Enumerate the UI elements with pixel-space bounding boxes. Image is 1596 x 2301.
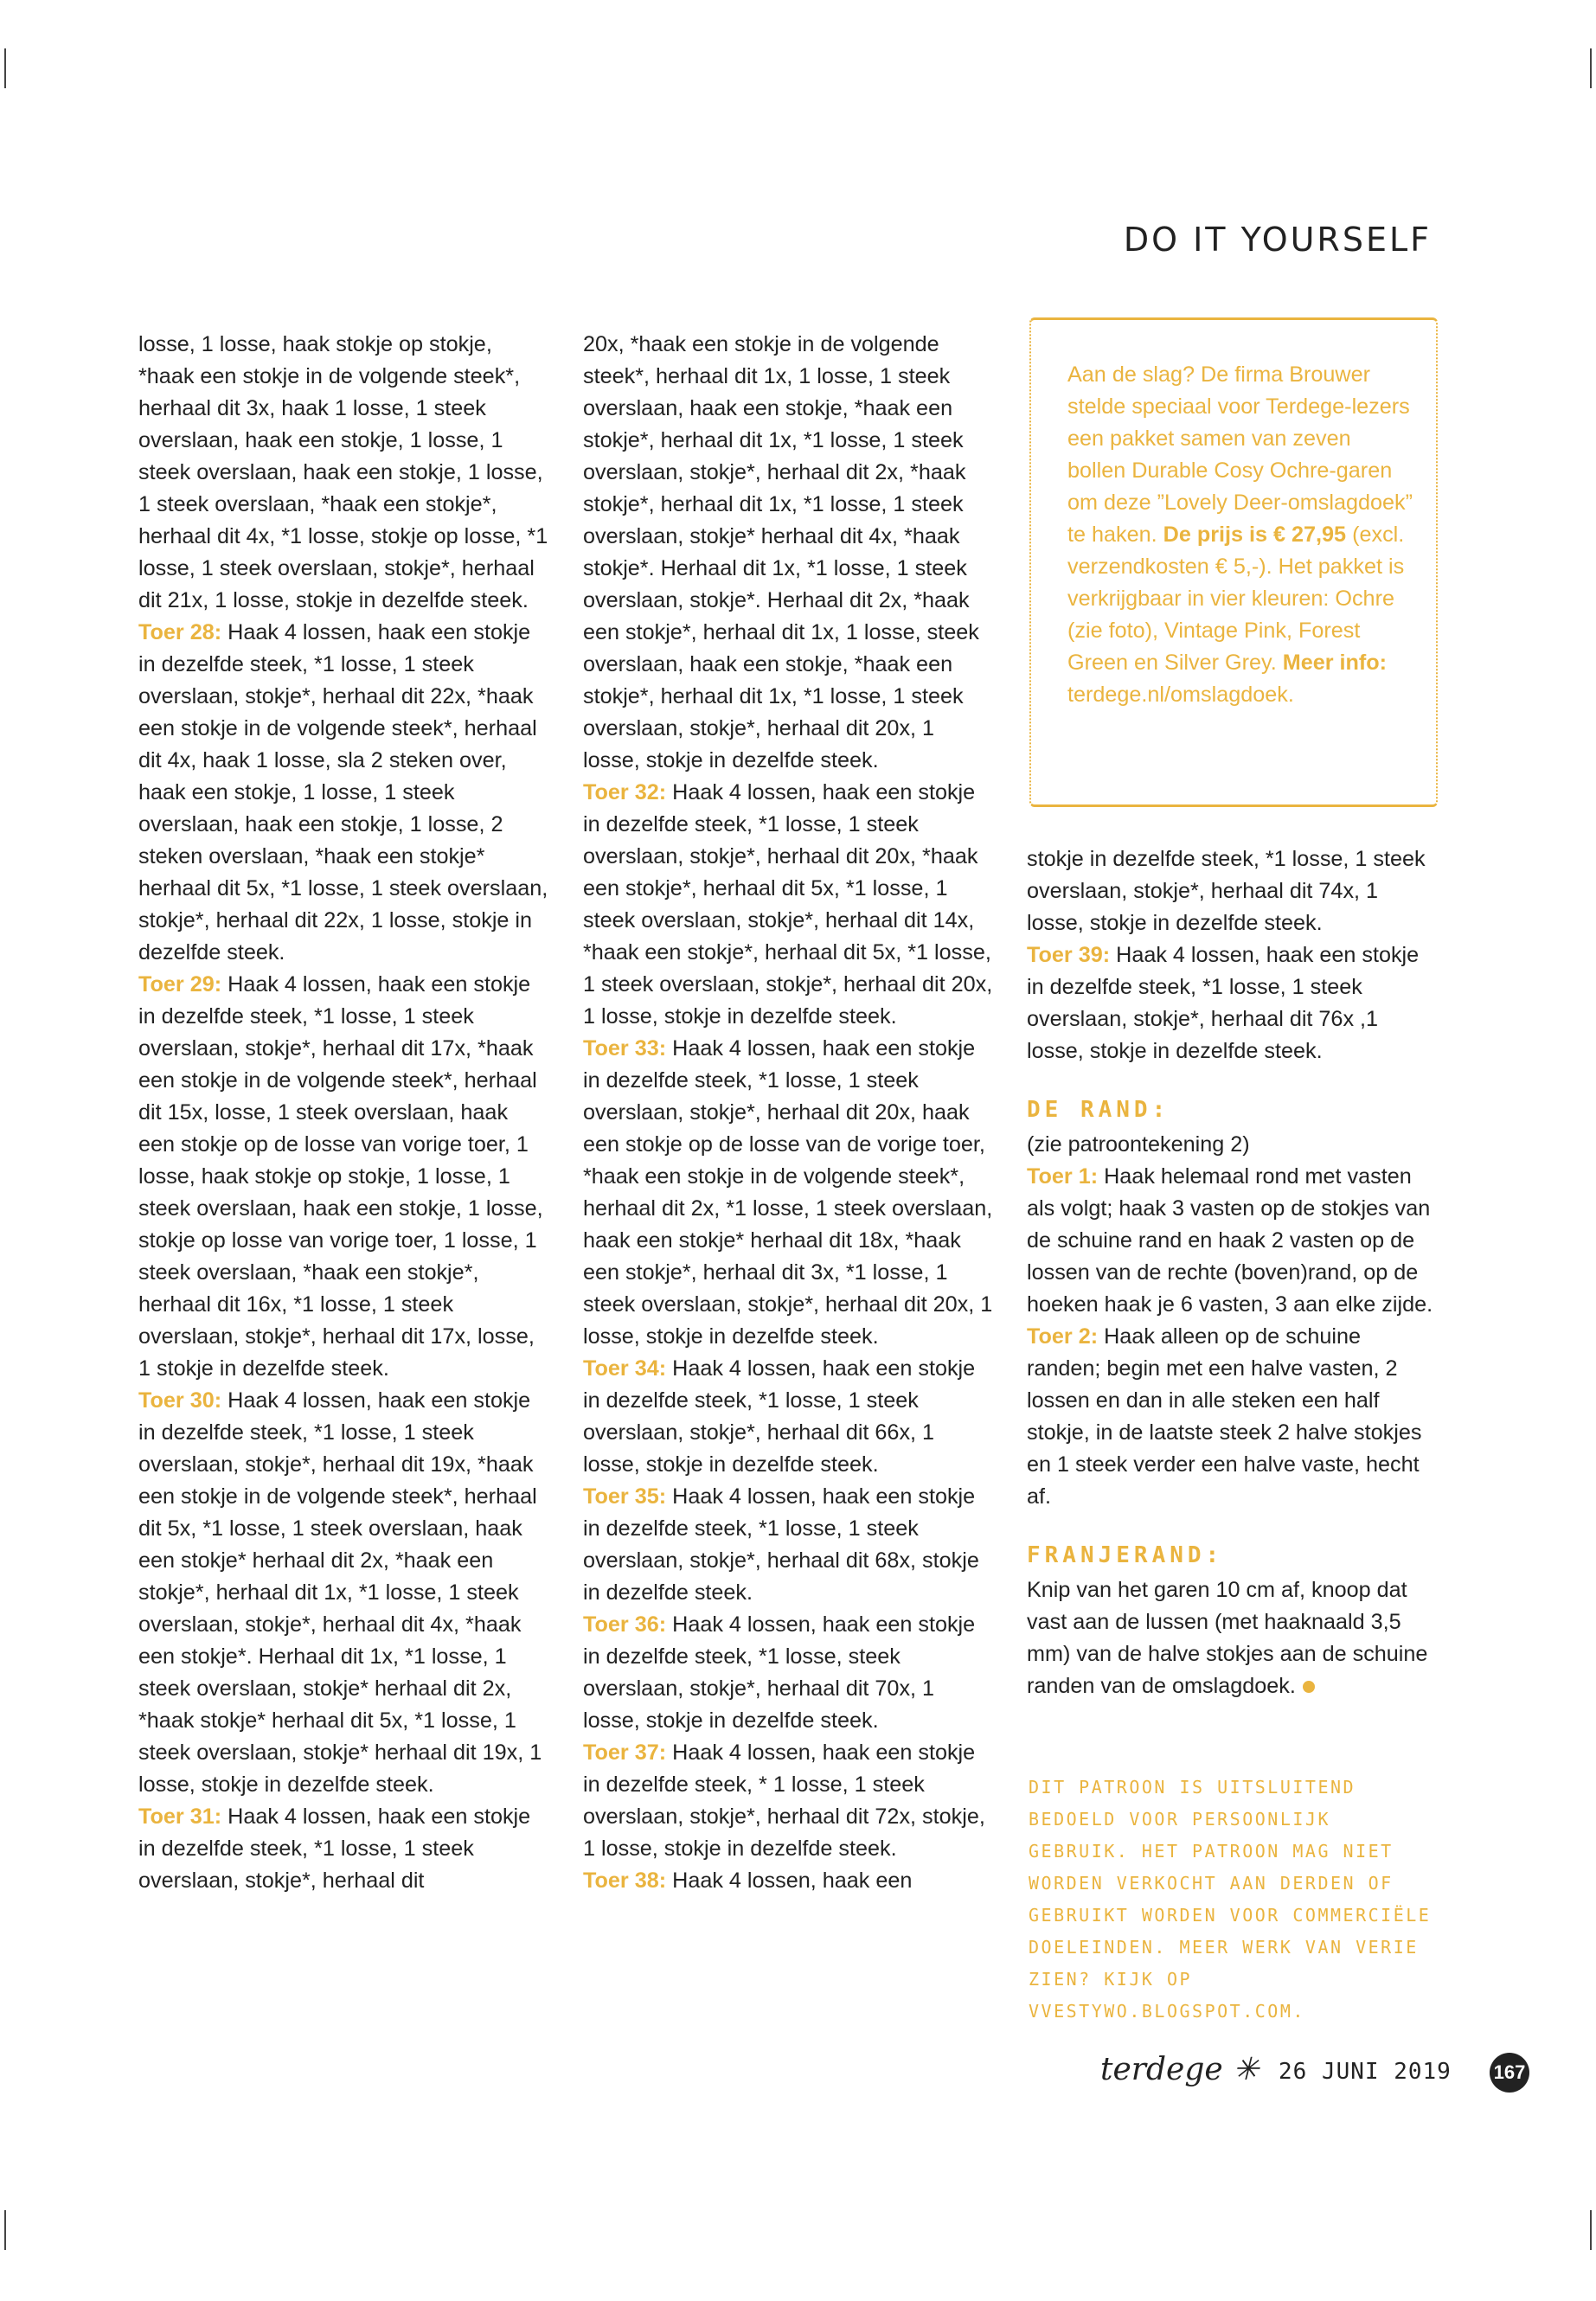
toer-32-text: Haak 4 lossen, haak een stokje in dezelfde steek, *1 losse, 1 steek overslaan, stokje*, herhaal dit 20x, *haak een stokje*, herhaal dit 5x, *1 losse, 1 steek overslaan, stokje*, herhaal dit 14x, *haak een stokje*, herhaal dit 5x, *1 losse, 1 steek overslaan, stokje*, herhaal dit 20x, 1 losse, stokje in dezelfde steek. (583, 780, 993, 1029)
toer-29-text: Haak 4 lossen, haak een stokje in dezelfde steek, *1 losse, 1 steek overslaan, stokje*, herhaal dit 17x, *haak een stokje in de volgende steek*, herhaal dit 15x, losse, 1 steek overslaan, haak een stokje op de losse van vorige toer, 1 losse, haak stokje op stokje, 1 losse, 1 steek overslaan, haak een stokje, 1 losse, stokje op losse van vorige toer, 1 losse, 1 steek overslaan, *haak een stokje*, herhaal dit 16x, *1 losse, 1 steek overslaan, stokje*, herhaal dit 17x, losse, 1 stokje in dezelfde steek. (138, 972, 543, 1381)
toer-30-label: Toer 30: (138, 1388, 222, 1413)
toer-37-text: Haak 4 lossen, haak een stokje in dezelfde steek, * 1 losse, 1 steek overslaan, stokje*, herhaal dit 72x, stokje, 1 losse, stokje in dezelfde steek. (583, 1740, 985, 1861)
toer-31-text: Haak 4 lossen, haak een stokje in dezelfde steek, *1 losse, 1 steek overslaan, stokje*, herhaal dit (138, 1804, 531, 1893)
toer-32-label: Toer 32: (583, 780, 667, 804)
toer-38-text: Haak 4 lossen, haak een (666, 1868, 913, 1893)
franjerand-text: Knip van het garen 10 cm af, knoop dat vast aan de lussen (met haaknaald 3,5 mm) van de halve stokjes aan de schuine randen van de omslagdoek. (1027, 1578, 1428, 1698)
paragraph-toer-38 (583, 1865, 994, 1897)
column-3 (1027, 843, 1438, 1702)
heading-franjerand: FRANJERAND: (1027, 1542, 1224, 1568)
toer-31-label: Toer 31: (138, 1804, 222, 1829)
toer-30-text: Haak 4 lossen, haak een stokje in dezelfde steek, *1 losse, 1 steek overslaan, stokje*, herhaal dit 19x, *haak een stokje in de volgende steek*, herhaal dit 5x, *1 losse, 1 steek overslaan, haak een stokje* herhaal dit 2x, *haak een stokje*, herhaal dit 1x, *1 losse, 1 steek overslaan, stokje*, herhaal dit 4x, *haak een stokje*. Herhaal dit 1x, *1 losse, 1 steek overslaan, stokje* herhaal dit 2x, *haak stokje* herhaal dit 5x, *1 losse, 1 steek overslaan, stokje* herhaal dit 19x, 1 losse, stokje in dezelfde steek. (138, 1388, 542, 1797)
paragraph-toer-34 (583, 1353, 994, 1481)
toer-28-text: Haak 4 lossen, haak een stokje in dezelfde steek, *1 losse, 1 steek overslaan, stokje*, herhaal dit 22x, *haak een stokje in de volgende steek*, herhaal dit 4x, haak 1 losse, sla 2 steken over, haak een stokje, 1 losse, 1 steek overslaan, haak een stokje, 1 losse, 2 steken overslaan, *haak een stokje* herhaal dit 5x, *1 losse, 1 steek overslaan, stokje*, herhaal dit 22x, 1 losse, stokje in dezelfde steek. (138, 620, 548, 965)
toer-35-label: Toer 35: (583, 1484, 667, 1509)
info-box-text (1067, 359, 1413, 711)
paragraph-toer-31 (138, 1801, 549, 1897)
toer-36-text: Haak 4 lossen, haak een stokje in dezelfde steek, *1 losse, steek overslaan, stokje*, herhaal dit 70x, 1 losse, stokje in dezelfde steek. (583, 1612, 976, 1733)
paragraph-toer-35 (583, 1481, 994, 1609)
paragraph-toer-37 (583, 1737, 994, 1865)
toer-35-text: Haak 4 lossen, haak een stokje in dezelfde steek, *1 losse, 1 steek overslaan, stokje*, herhaal dit 68x, stokje in dezelfde steek. (583, 1484, 979, 1605)
rand-note: (zie patroontekening 2) (1027, 1132, 1250, 1157)
toer-39-text: Haak 4 lossen, haak een stokje in dezelfde steek, *1 losse, 1 steek overslaan, stokje*, herhaal dit 76x ,1 losse, stokje in dezelfde steek. (1027, 943, 1420, 1063)
toer-37-label: Toer 37: (583, 1740, 667, 1765)
toer-38-label: Toer 38: (583, 1868, 667, 1893)
footer-date: 26 JUNI 2019 (1279, 2059, 1452, 2085)
info-box (1029, 317, 1438, 807)
toer-28-label: Toer 28: (138, 620, 222, 644)
page-number: 167 (1490, 2053, 1529, 2093)
paragraph-toer-29 (138, 969, 549, 1385)
crop-mark-bottom-right (1590, 2210, 1592, 2250)
toer-34-text: Haak 4 lossen, haak een stokje in dezelfde steek, *1 losse, 1 steek overslaan, stokje*, herhaal dit 66x, 1 losse, stokje in dezelfde steek. (583, 1356, 976, 1477)
info-box-intro: Aan de slag? De firma Brouwer stelde speciaal voor Terdege-lezers een pakket samen van zeven bollen Durable Cosy Ochre-garen om deze ”Lovely Deer-omslagdoek” te haken. (1067, 362, 1413, 547)
rand-toer-2-label: Toer 2: (1027, 1324, 1099, 1349)
info-box-price-text: (excl. verzendkosten € 5,-). Het pakket is verkrijgbaar in vier kleuren: Ochre (zie foto), Vintage Pink, Forest Green en Silver Grey. (1067, 522, 1405, 675)
paragraph-rand-toer-2 (1027, 1321, 1438, 1513)
column-2 (583, 329, 994, 1897)
crop-mark-top-left (4, 48, 6, 88)
paragraph-toer-30 (138, 1385, 549, 1801)
column-1 (138, 329, 549, 1897)
info-box-price-label: De prijs is € 27,95 (1163, 522, 1347, 547)
rand-toer-1-text: Haak helemaal rond met vasten als volgt; haak 3 vasten op de stokjes van de schuine rand en haak 2 vasten op de lossen van de rechte (boven)rand, op de hoeken haak je 6 vasten, 3 aan elke zijde. (1027, 1164, 1433, 1317)
toer-39-label: Toer 39: (1027, 943, 1111, 967)
heading-de-rand: DE RAND: (1027, 1097, 1170, 1123)
crop-mark-bottom-left (4, 2210, 6, 2250)
paragraph-continuation: losse, 1 losse, haak stokje op stokje, *haak een stokje in de volgende steek*, herhaal dit 3x, haak 1 losse, 1 steek overslaan, haak een stokje, 1 losse, 1 steek overslaan, haak een stokje, 1 losse, 1 steek overslaan, *haak een stokje*, herhaal dit 4x, *1 losse, stokje op losse, *1 losse, 1 steek overslaan, stokje*, herhaal dit 21x, 1 losse, stokje in dezelfde steek. (138, 332, 548, 612)
rand-toer-2-text: Haak alleen op de schuine randen; begin met een halve vasten, 2 lossen en dan in alle steken een half stokje, in de laatste steek 2 halve stokjes en 1 steek verder een halve vaste, hecht af. (1027, 1324, 1422, 1509)
paragraph-toer-39 (1027, 939, 1438, 1067)
section-title: DO IT YOURSELF (1123, 221, 1432, 259)
asterisk-icon: ✳ (1233, 2052, 1259, 2087)
paragraph-toer-32 (583, 777, 994, 1033)
brand-name: terdege (1100, 2052, 1223, 2087)
paragraph-continuation-3: stokje in dezelfde steek, *1 losse, 1 steek overslaan, stokje*, herhaal dit 74x, 1 losse, stokje in dezelfde steek. (1027, 847, 1426, 935)
paragraph-continuation-2: 20x, *haak een stokje in de volgende steek*, herhaal dit 1x, 1 losse, 1 steek overslaan, haak een stokje, *haak een stokje*, herhaal dit 1x, *1 losse, 1 steek overslaan, stokje*, herhaal dit 2x, *haak stokje*, herhaal dit 1x, *1 losse, 1 steek overslaan, stokje* herhaal dit 4x, *haak stokje*. Herhaal dit 1x, *1 losse, 1 steek overslaan, stokje*. Herhaal dit 2x, *haak een stokje*, herhaal dit 1x, 1 losse, steek overslaan, haak een stokje, *haak een stokje*, herhaal dit 1x, *1 losse, 1 steek overslaan, stokje*, herhaal dit 20x, 1 losse, stokje in dezelfde steek. (583, 332, 979, 772)
paragraph-rand-toer-1 (1027, 1161, 1438, 1321)
info-box-more-info-link[interactable]: terdege.nl/omslagdoek. (1067, 683, 1294, 707)
paragraph-toer-36 (583, 1609, 994, 1737)
toer-34-label: Toer 34: (583, 1356, 667, 1381)
paragraph-franjerand (1027, 1574, 1438, 1702)
rand-toer-1-label: Toer 1: (1027, 1164, 1099, 1189)
crop-mark-top-right (1590, 48, 1592, 88)
toer-33-text: Haak 4 lossen, haak een stokje in dezelfde steek, *1 losse, 1 steek overslaan, stokje*, herhaal dit 20x, haak een stokje op de losse van de vorige toer, *haak een stokje in de volgende steek*, herhaal dit 2x, *1 losse, 1 steek overslaan, haak een stokje* herhaal dit 18x, *haak een stokje*, herhaal dit 3x, *1 losse, 1 steek overslaan, stokje*, herhaal dit 20x, 1 losse, stokje in dezelfde steek. (583, 1036, 993, 1349)
footer-brand-logo (1100, 2052, 1259, 2087)
toer-29-label: Toer 29: (138, 972, 222, 997)
toer-36-label: Toer 36: (583, 1612, 667, 1637)
disclaimer: DIT PATROON IS UITSLUITEND BEDOELD VOOR PERSOONLIJK GEBRUIK. HET PATROON MAG NIET WORDEN VERKOCHT AAN DERDEN OF GEBRUIKT WORDEN VOOR COMMERCIËLE DOELEINDEN. MEER WERK VAN VERIE ZIEN? KIJK OP VVESTYWO.BLOGSPOT.COM. (1029, 1777, 1432, 2022)
info-box-more-info-label: Meer info: (1282, 651, 1388, 675)
end-dot-icon (1303, 1681, 1315, 1693)
paragraph-toer-33 (583, 1033, 994, 1353)
toer-33-label: Toer 33: (583, 1036, 667, 1061)
paragraph-toer-28 (138, 617, 549, 969)
